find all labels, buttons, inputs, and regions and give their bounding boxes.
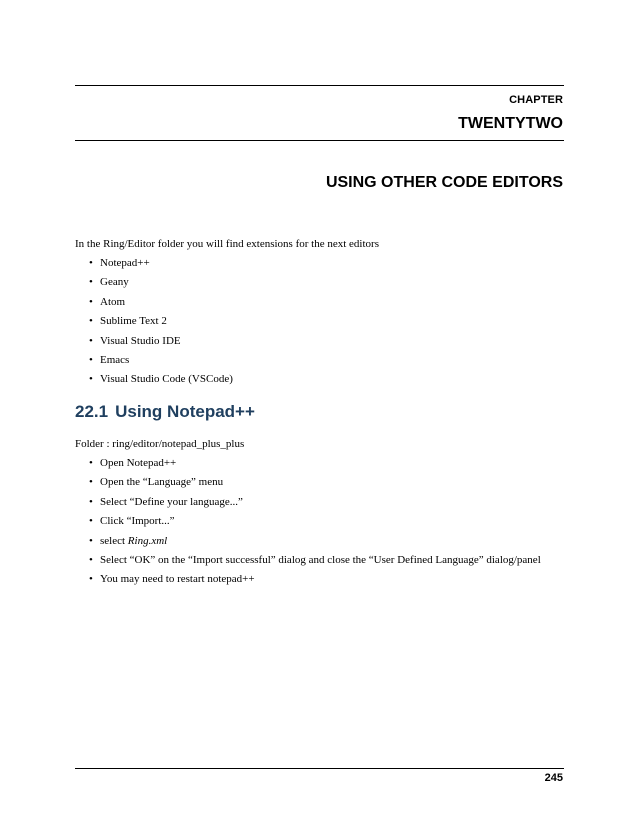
editor-list (89, 256, 233, 392)
list-item: • Open Notepad++ (89, 457, 177, 469)
chapter-number: TWENTYTWO (458, 115, 563, 132)
bullet-icon: • (89, 457, 93, 469)
list-item: • Emacs (89, 353, 130, 366)
steps-list (89, 456, 541, 592)
list-item: • Geany (89, 276, 129, 289)
header-bottom-rule (75, 140, 564, 141)
list-item: • Sublime Text 2 (89, 315, 167, 328)
list-item: • Visual Studio Code (VSCode) (89, 373, 233, 386)
bullet-icon: • (89, 276, 93, 289)
bullet-icon: • (89, 553, 93, 566)
bullet-icon: • (89, 334, 93, 347)
bullet-icon: • (89, 476, 93, 489)
bullet-icon: • (89, 573, 93, 586)
list-item: • Notepad++ (89, 257, 150, 269)
list-item: • select Ring.xml (89, 534, 168, 547)
bullet-icon: • (89, 315, 93, 328)
chapter-title: USING OTHER CODE EDITORS (325, 174, 563, 191)
bullet-icon: • (89, 257, 93, 269)
list-item: • Click “Import...” (89, 515, 175, 528)
section-title: Using Notepad++ (115, 402, 255, 421)
list-item: • You may need to restart notepad++ (89, 573, 255, 586)
bullet-icon: • (89, 534, 93, 547)
list-item: • Select “OK” on the “Import successful” dialog and close the “User Defined Language” dialog/panel (89, 553, 541, 566)
chapter-label: CHAPTER (509, 94, 563, 106)
bullet-icon: • (89, 495, 93, 508)
ring-xml-filename: Ring.xml (127, 534, 168, 547)
list-item: • Open the “Language” menu (89, 476, 224, 489)
page-number: 245 (544, 772, 563, 784)
bullet-icon: • (89, 353, 93, 366)
bullet-icon: • (89, 515, 93, 528)
list-item: • Atom (89, 295, 126, 308)
folder-paragraph: Folder : ring/editor/notepad_plus_plus (75, 438, 245, 450)
bullet-icon: • (89, 295, 93, 308)
list-item: • Select “Define your language...” (89, 495, 243, 508)
list-item: • Visual Studio IDE (89, 334, 181, 347)
bullet-icon: • (89, 373, 93, 386)
header-top-rule (75, 85, 564, 86)
intro-paragraph: In the Ring/Editor folder you will find extensions for the next editors (75, 238, 379, 250)
footer-rule (75, 768, 564, 769)
section-heading (75, 402, 255, 422)
section-number: 22.1 (75, 402, 109, 421)
